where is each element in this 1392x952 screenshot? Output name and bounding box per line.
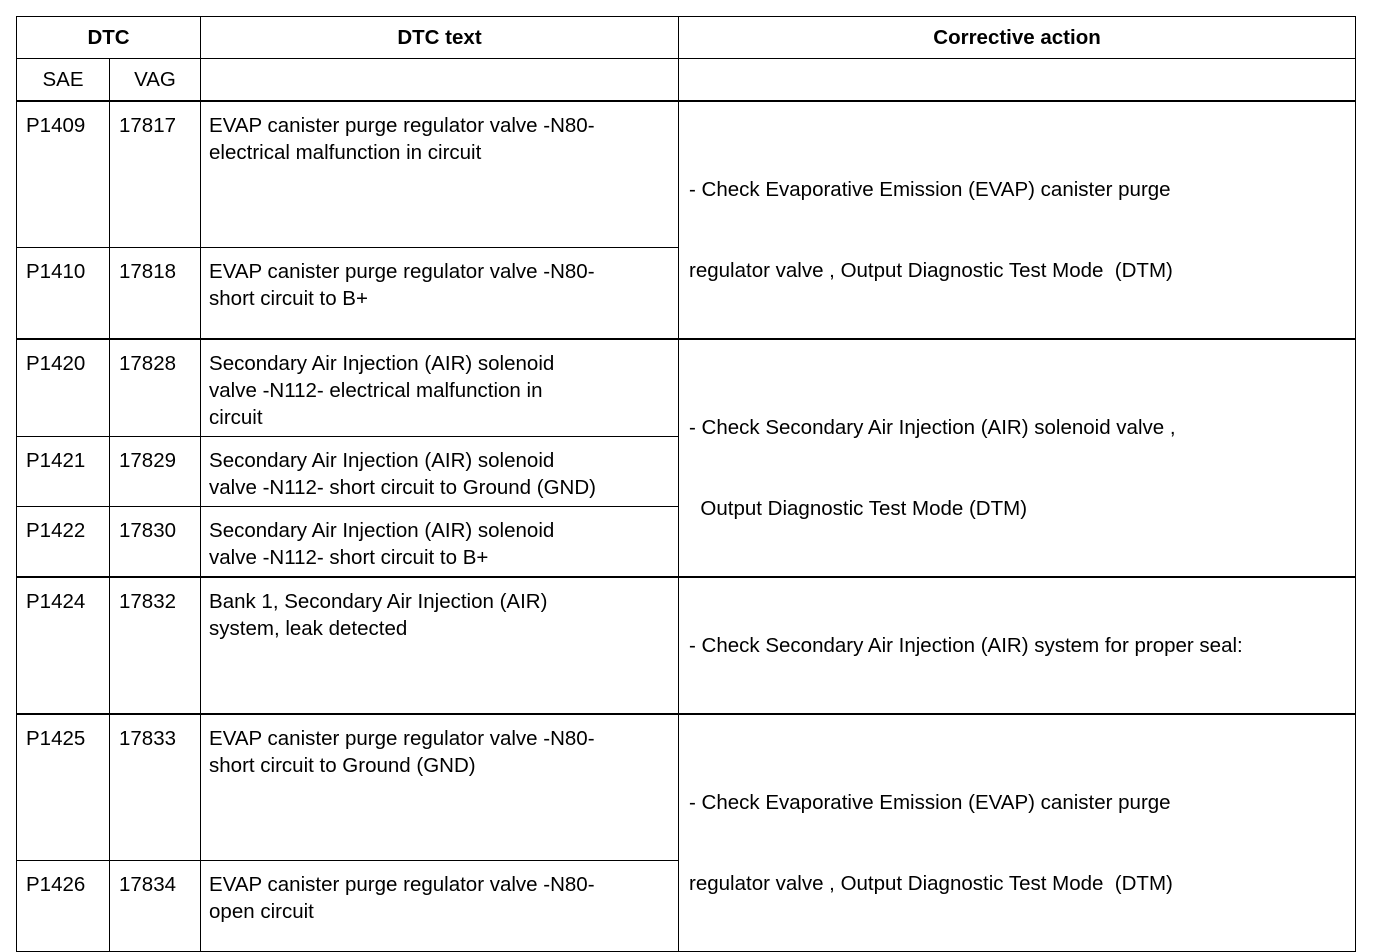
dtc-text-line: EVAP canister purge regulator valve -N80- bbox=[209, 873, 595, 897]
dtc-text-line: open circuit bbox=[209, 900, 314, 924]
dtc-text bbox=[201, 248, 679, 339]
vag-code: 17834 bbox=[110, 861, 201, 952]
header-dtc: DTC bbox=[17, 17, 201, 59]
action-line: - Check Evaporative Emission (EVAP) canister purge bbox=[689, 178, 1171, 201]
action-line: regulator valve , Output Diagnostic Test Mode (DTM) bbox=[689, 872, 1173, 895]
action-line: - Check Secondary Air Injection (AIR) system for proper seal: bbox=[689, 634, 1243, 657]
subheader-empty bbox=[679, 59, 1356, 102]
dtc-text bbox=[201, 507, 679, 577]
sae-code: P1420 bbox=[17, 339, 110, 436]
sae-code: P1421 bbox=[17, 436, 110, 506]
table-row bbox=[17, 101, 1356, 248]
action-line: Output Diagnostic Test Mode (DTM) bbox=[689, 497, 1028, 520]
corrective-action bbox=[679, 714, 1356, 952]
dtc-text-line: valve -N112- short circuit to Ground (GND) bbox=[209, 475, 596, 499]
dtc-text-line: EVAP canister purge regulator valve -N80- bbox=[209, 114, 595, 137]
subheader-row bbox=[17, 59, 1356, 102]
vag-code: 17829 bbox=[110, 436, 201, 506]
sae-code: P1425 bbox=[17, 714, 110, 861]
table-row bbox=[17, 339, 1356, 436]
corrective-action bbox=[679, 339, 1356, 577]
action-line: regulator valve , Output Diagnostic Test Mode (DTM) bbox=[689, 259, 1173, 282]
dtc-text-line: electrical malfunction in circuit bbox=[209, 141, 482, 164]
table-row bbox=[17, 714, 1356, 861]
dtc-text-line: Secondary Air Injection (AIR) solenoid bbox=[209, 519, 555, 543]
dtc-text-line: valve -N112- electrical malfunction in bbox=[209, 379, 543, 402]
sae-code: P1422 bbox=[17, 507, 110, 577]
vag-code: 17832 bbox=[110, 577, 201, 714]
sae-code: P1426 bbox=[17, 861, 110, 952]
subheader-vag: VAG bbox=[110, 59, 201, 102]
corrective-action bbox=[679, 101, 1356, 339]
corrective-action bbox=[679, 577, 1356, 714]
dtc-text-line: EVAP canister purge regulator valve -N80- bbox=[209, 727, 595, 750]
dtc-text-line: Secondary Air Injection (AIR) solenoid bbox=[209, 448, 555, 472]
header-row bbox=[17, 17, 1356, 59]
dtc-text bbox=[201, 436, 679, 506]
vag-code: 17828 bbox=[110, 339, 201, 436]
header-corrective-action: Corrective action bbox=[679, 17, 1356, 59]
subheader-empty bbox=[201, 59, 679, 102]
header-dtc-text: DTC text bbox=[201, 17, 679, 59]
action-line: - Check Evaporative Emission (EVAP) canister purge bbox=[689, 791, 1171, 814]
dtc-table bbox=[16, 16, 1356, 952]
dtc-text-line: system, leak detected bbox=[209, 617, 408, 640]
dtc-text-line: short circuit to Ground (GND) bbox=[209, 754, 476, 777]
action-line: - Check Secondary Air Injection (AIR) solenoid valve , bbox=[689, 416, 1176, 439]
dtc-text bbox=[201, 577, 679, 714]
dtc-text bbox=[201, 861, 679, 952]
sae-code: P1410 bbox=[17, 248, 110, 339]
dtc-text-line: Bank 1, Secondary Air Injection (AIR) bbox=[209, 590, 548, 613]
dtc-text-line: valve -N112- short circuit to B+ bbox=[209, 546, 489, 570]
sae-code: P1409 bbox=[17, 101, 110, 248]
dtc-text-line: EVAP canister purge regulator valve -N80- bbox=[209, 260, 595, 284]
dtc-text-line: circuit bbox=[209, 406, 263, 429]
dtc-text-line: Secondary Air Injection (AIR) solenoid bbox=[209, 352, 555, 375]
vag-code: 17830 bbox=[110, 507, 201, 577]
vag-code: 17817 bbox=[110, 101, 201, 248]
dtc-text bbox=[201, 101, 679, 248]
vag-code: 17818 bbox=[110, 248, 201, 339]
sae-code: P1424 bbox=[17, 577, 110, 714]
dtc-text bbox=[201, 339, 679, 436]
table-row bbox=[17, 577, 1356, 714]
dtc-text-line: short circuit to B+ bbox=[209, 287, 368, 311]
subheader-sae: SAE bbox=[17, 59, 110, 102]
dtc-text bbox=[201, 714, 679, 861]
vag-code: 17833 bbox=[110, 714, 201, 861]
